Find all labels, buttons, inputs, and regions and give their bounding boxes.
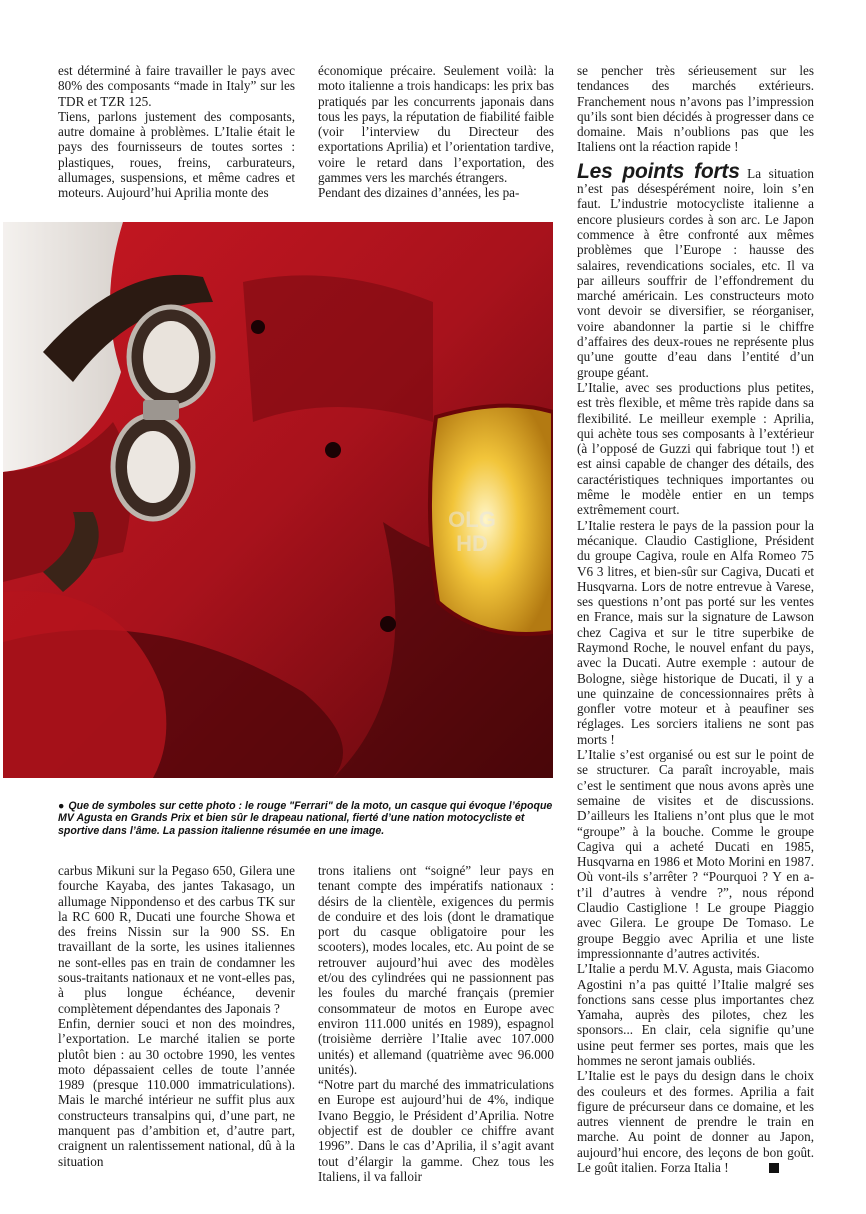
- article-column-bottom-left: [58, 863, 295, 1169]
- paragraph-text: L’Italie est le pays du design dans le choix des couleurs et des formes. Aprilia a fait figure de précurseur dans ce domaine, et les autres viennent de prendre le train en marche. Au point de donner au Japon, aujourd’hui encore, des leçons de bon goût. Le goût italien. Forza Italia !: [577, 1068, 814, 1176]
- article-column-bottom-middle: [318, 863, 554, 1184]
- paragraph: Tiens, parlons justement des composants, autre domaine à problèmes. L’Italie était le pays des fournisseurs de toutes sortes : plastiques, roues, freins, carburateurs, allumages, suspensions, et même cadres et moteurs. Aujourd’hui Aprilia monte des: [58, 108, 295, 201]
- photo-caption: [58, 800, 554, 837]
- caption-text: Que de symboles sur cette photo : le rouge "Ferrari" de la moto, un casque qui évoque l’époque MV Agusta en Grands Prix et bien sûr le drapeau national, fierté d’une nation motocycliste et sportive dans l’âme. La passion italienne résumée en une image.: [58, 800, 553, 837]
- paragraph: [577, 1068, 814, 1175]
- watermark-logo: [428, 508, 516, 588]
- paragraph: se pencher très sérieusement sur les tendances des marchés extérieurs. Franchement nous n’avons pas l’impression qu’ils sont bien décidés à progresser dans ce domaine. Mais n’oublions pas que les Italiens ont la réaction rapide !: [577, 63, 814, 155]
- paragraph: trons italiens ont “soigné” leur pays en tenant compte des impératifs nationaux : désirs de la clientèle, exigences du permis de conduire et des lois (dont le dramatique port du casque obligatoire pour les scooters), modes locales, etc. Au point de se retrouver aujourd’hui avec des modèles et/ou des cylindrées qui ne passionnent pas les foules du marché français (premier consommateur de motos en Europe avec environ 111.000 unités en 1989), espagnol (troisième derrière l’Italie avec 107.000 unités) et allemand (quatrième avec 96.000 unités).: [318, 863, 554, 1077]
- paragraph-text: La situation n’est pas désespérément noire, loin s’en faut. L’industrie motocycliste italienne a encore plusieurs cordes à son arc. Le Japon commence à être confronté aux mêmes problèmes que l’Europe : hausse des salaires, revendications sociales, etc. Il va par ailleurs souffrir de l’effondrement du marché américain. Les constructeurs moto vont devoir se diversifier, se réorganiser, voire abandonner la partie si le chiffre d’affaires des deux-roues ne représente plus qu’une goutte d’eau dans l’entité d’un groupe géant.: [577, 165, 814, 380]
- paragraph: Enfin, dernier souci et non des moindres, l’exportation. Le marché italien se porte plutôt bien : au 30 octobre 1990, les ventes moto dépassaient celles de toute l’année 1989 (presque 110.000 immatriculations). Mais le marché intérieur ne suffit plus aux constructeurs transalpins qui, d’une part, ne manquent pas d’ambition et, d’autre part, craignent un ralentissement national, dû à la situation: [58, 1015, 295, 1169]
- paragraph: L’Italie s’est organisé ou est sur le point de se structurer. Ca paraît incroyable, mais c’est le sentiment que nous avons après une semaine de visites et de discussions. D’ailleurs les Italiens n’ont plus que le mot “groupe” à la bouche. Comme le groupe Cagiva qui a acheté Ducati en 1985, Husqvarna en 1986 et Moto Morini en 1987. Où vont-ils s’arrêter ? “Pourquoi ? Y en a-t’il d’autres à vendre ?”, nous répond Claudio Castiglione ! Le groupe Piaggio avec Gilera. Le groupe De Tomaso. Le groupe Beggio avec Aprilia et une liste impressionnante d’autres activités.: [577, 747, 814, 961]
- paragraph: économique précaire. Seulement voilà: la moto italienne a trois handicaps: les prix bas pratiqués par les concurrents japonais dans tous les pays, la réputation de fiabilité faible (voir l’interview du Directeur des exportations Aprilia) et l’orientation tardive, voire le retard dans l’exportation, des gammes vers les marchés étrangers.: [318, 63, 554, 186]
- paragraph: L’Italie, avec ses productions plus petites, est très flexible, et même très rapide dans sa flexibilité. Le meilleur exemple : Aprilia, qui achète tous ses composants à l’extérieur (à l’opposé de Guzzi qui fabrique tout !) et est ainsi capable de changer des détails, des caractéristiques techniques importantes ou même le modèle entier en un temps extrêmement court.: [577, 379, 814, 518]
- paragraph: Pendant des dizaines d’années, les pa-: [318, 185, 520, 201]
- paragraph: L’Italie restera le pays de la passion pour la mécanique. Claudio Castiglione, Président du groupe Cagiva, roule en Alfa Romeo 75 V6 3 litres, et bien-sûr sur Cagiva, Ducati et Husqvarna. Lors de notre entrevue à Varese, ses questions n’ont pas porté sur les ventes en France, mais sur la signature de Lawson chez Cagiva et sur le titre superbike de Raymond Roche, le nouvel enfant du pays, avec la Ducati. Autre exemple : autour de Bologne, siège historique de Ducati, il y a une quinzaine de concessionnaires prêts à gonfler votre moteur et à peaufiner ses réglages. Les sorciers italiens ne sont pas morts !: [577, 517, 814, 747]
- paragraph-with-heading: [577, 159, 814, 380]
- paragraph: est déterminé à faire travailler le pays avec 80% des composants “made in Italy” sur les TDR et TZR 125.: [58, 63, 295, 109]
- article-column-right: [577, 63, 814, 1175]
- article-photo: [3, 222, 553, 778]
- end-of-article-mark: [769, 1163, 779, 1173]
- watermark-text: HD: [456, 531, 488, 556]
- article-column-top-middle: [318, 63, 554, 201]
- article-column-top-left: [58, 63, 295, 201]
- watermark-text: OLG: [448, 507, 496, 532]
- paragraph: L’Italie a perdu M.V. Agusta, mais Giacomo Agostini n’a pas quitté l’Italie malgré ses fonctions sans cesse plus importantes chez Yamaha, auprès des pilotes, chez les sponsors... En clair, cela signifie qu’une usine peut fermer ses portes, mais que les hommes ne seront jamais oubliés.: [577, 961, 814, 1068]
- motorcycle-helmet-photo: [3, 222, 553, 778]
- caption-bullet: ●: [58, 800, 65, 812]
- section-heading: Les points forts: [577, 159, 740, 183]
- paragraph: carbus Mikuni sur la Pegaso 650, Gilera une fourche Kayaba, des jantes Takasago, un allumage Nippondenso et des carbus TK sur la RC 600 R, Ducati une fourche Showa et des freins Nissin sur la 900 SS. En travaillant de la sorte, les usines italiennes ne sont-elles pas en train de condamner les sous-traitants nationaux et ne vont-elles pas, à plus longue échéance, devenir complètement dépendantes des Japonais ?: [58, 863, 295, 1016]
- paragraph: “Notre part du marché des immatriculations en Europe est aujourd’hui de 4%, indique Ivano Beggio, le Président d’Aprilia. Notre objectif est de doubler ce chiffre avant 1996”. Dans le cas d’Aprilia, il s’agit avant tout d’élargir la gamme. Chez tous les Italiens, il va falloir: [318, 1077, 554, 1184]
